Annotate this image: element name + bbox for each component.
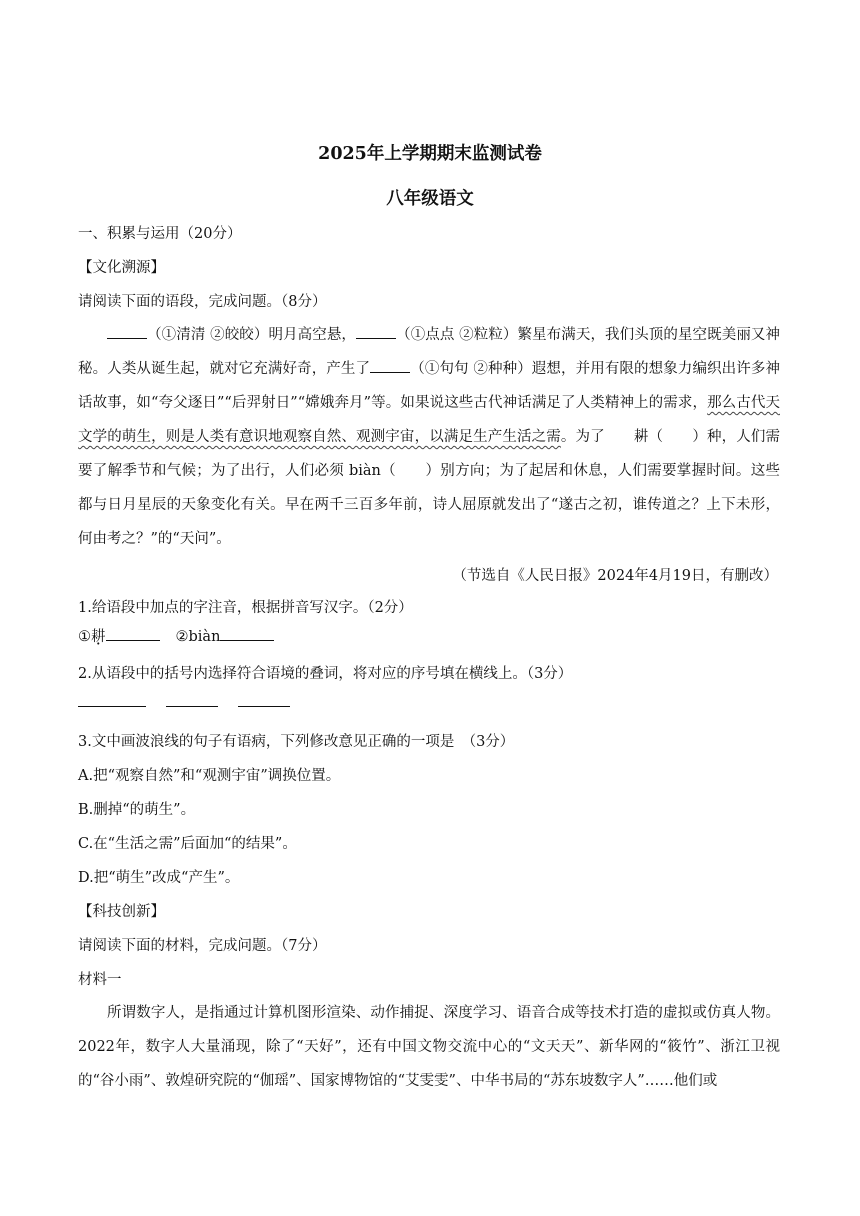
q3-option-b[interactable]: B.删掉“的萌生”。 [78,802,196,818]
section1-heading: 一、积累与运用（20分） [78,226,242,242]
module2-heading: 【科技创新】 [78,904,165,920]
passage1 [78,318,780,556]
question-1-answers [78,626,274,647]
passage1-text-5: （ ）种，人们需要了解季节和气候；为了出行，人们必须 biàn（ ）别方向；为了起居和休息，人们需要掌握时间。这些都与日月星辰的天象变化有关。早在两千三百多年前，诗人屈原就发出了“遂古之初，谁传道之？上下未形，何由考之？”的“天问”。 [78,429,781,547]
passage1-text-3: （①句句 ②种种）遐想，并用有限的想象力编织出许多神话故事，如“夸父逐日”“后羿射日”“嫦娥奔月”等。如果说这些古代神话满足了人类精神上的需求， [78,361,780,411]
question-2-answers [78,692,290,713]
q1-answer-blank-a[interactable] [106,626,160,641]
passage1-text-4: 。为了 [560,429,605,445]
passage1-text-1: （①清清 ②皎皎）明月高空悬， [147,327,357,343]
module1-prompt: 请阅读下面的语段，完成问题。（8分） [78,294,327,310]
material1-label: 材料一 [78,972,122,988]
question-1: 1.给语段中加点的字注音，根据拼音写汉字。（2分） [78,600,413,616]
answer-blank[interactable] [107,324,147,339]
q3-option-d[interactable]: D.把“萌生”改成“产生”。 [78,870,240,886]
q3-option-c[interactable]: C.在“生活之需”后面加“的结果”。 [78,836,297,852]
q2-answer-blank-3[interactable] [238,692,290,707]
material1-text: 所谓数字人，是指通过计算机图形渲染、动作捕捉、深度学习、语音合成等技术打造的虚拟或仿真人物。2022年，数字人大量涌现，除了“天好”，还有中国文物交流中心的“文天天”、新华网的“筱竹”、浙江卫视的“谷小雨”、敦煌研究院的“伽瑶”、国家博物馆的“艾雯雯”、中华书局的“苏东坡数字人”……他们或 [78,1005,780,1089]
wavy-underlined-sentence: 那么古代天文学的萌生，则是人类有意识地观察自然、观测宇宙，以满足生产生活之需 [78,395,780,445]
answer-blank[interactable] [356,324,396,339]
module2-prompt: 请阅读下面的材料，完成问题。（7分） [78,938,327,954]
q1-item-a-char: 耕 [91,629,106,645]
q3-option-a[interactable]: A.把“观察自然”和“观测宇宙”调换位置。 [78,768,341,784]
question-2: 2.从语段中的括号内选择符合语境的叠词，将对应的序号填在横线上。（3分） [78,666,573,682]
q1-answer-blank-b[interactable] [220,626,274,641]
passage1-text-2: （①点点 ②粒粒）繁星布满天，我们头顶的星空既美丽又神秘。人类从诞生起，就对它充满好奇，产生了 [78,327,780,377]
exam-title: 2025年上学期期末监测试卷 [318,144,542,164]
module1-heading: 【文化溯源】 [78,260,165,276]
source-note: （节选自《人民日报》2024年4月19日，有删改） [452,568,778,584]
exam-subtitle: 八年级语文 [386,189,474,209]
answer-blank[interactable] [370,358,410,373]
q2-answer-blank-2[interactable] [166,692,218,707]
emphasis-dot-char: 耕 · [605,420,649,454]
q1-item-a-label: ① [78,629,91,645]
question-3: 3.文中画波浪线的句子有语病，下列修改意见正确的一项是 （3分） [78,734,515,750]
q1-item-b-label: ②biàn [175,629,221,645]
q2-answer-blank-1[interactable] [78,692,146,707]
